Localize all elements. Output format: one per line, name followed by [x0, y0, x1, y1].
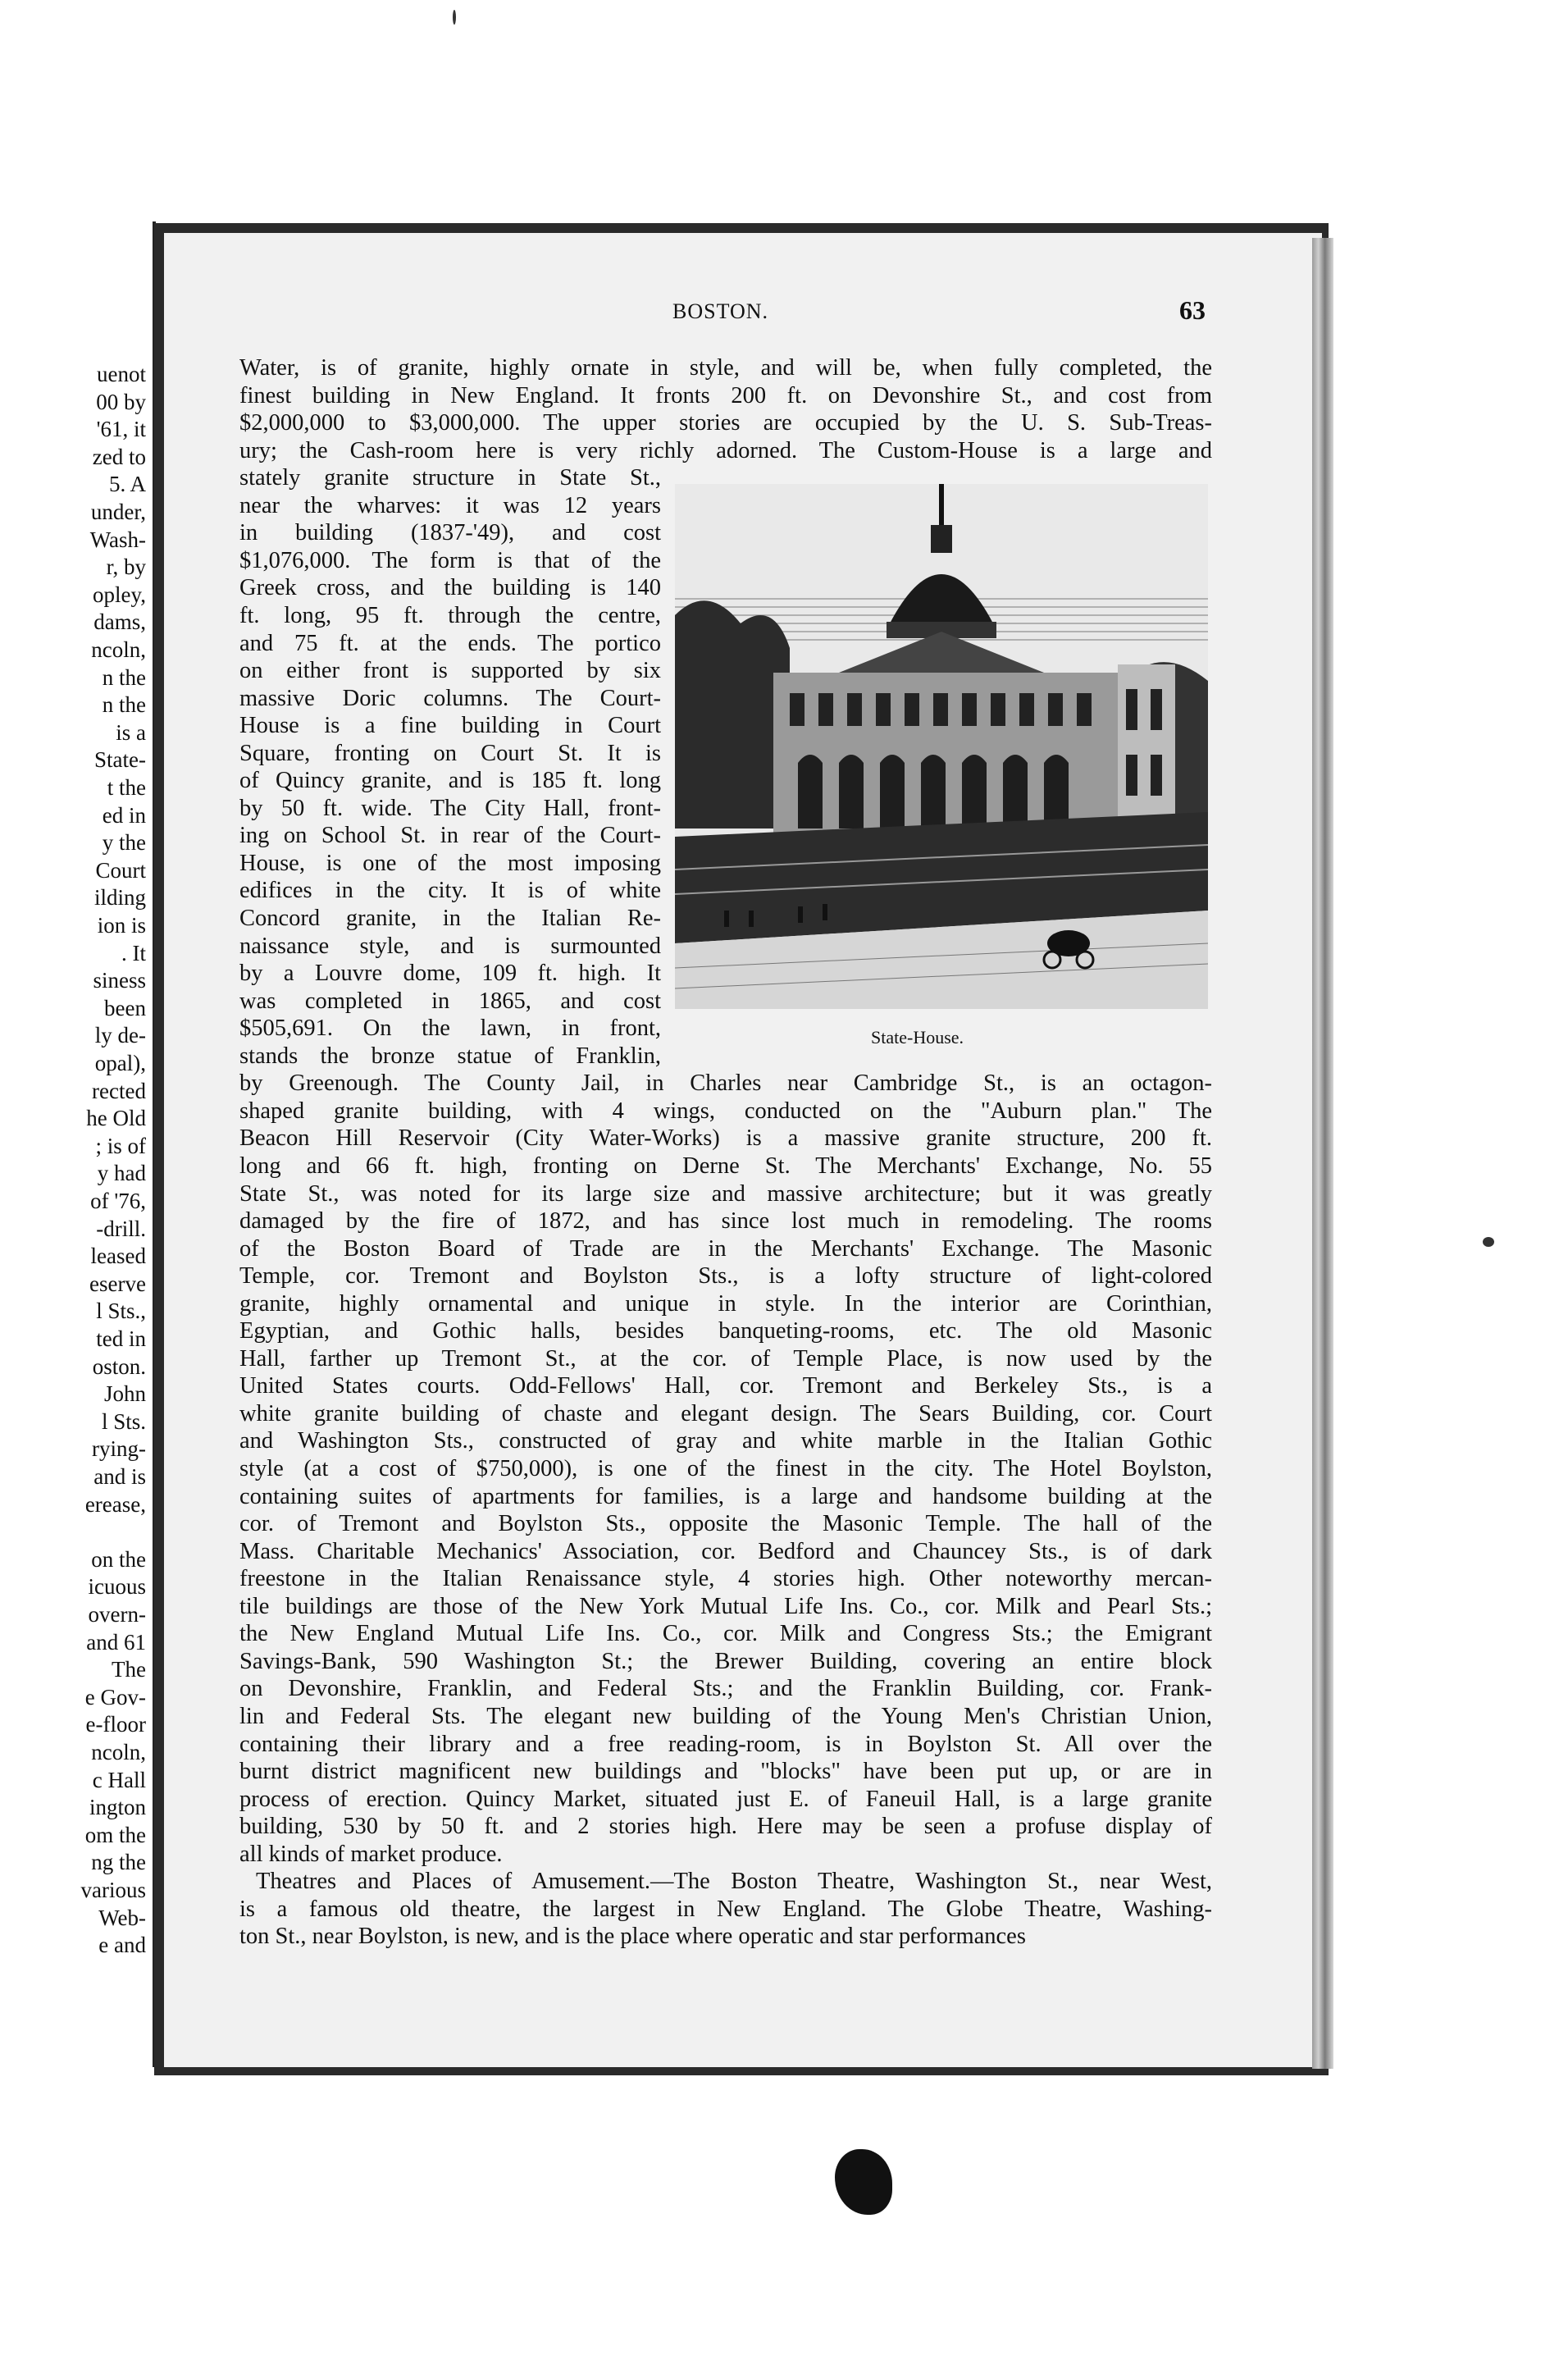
- prev-page-line: l Sts.,: [96, 1299, 146, 1324]
- text-line: granite, highly ornamental and unique in style. In the interior are Corinthian,: [239, 1290, 1212, 1317]
- prev-page-line: opal),: [94, 1051, 146, 1075]
- prev-page-line: he Old: [86, 1106, 146, 1131]
- prev-page-line: State-: [94, 747, 146, 773]
- prev-page-line: ion is: [97, 913, 146, 938]
- text-line: containing suites of apartments for families, is a large and handsome building at the: [239, 1483, 1212, 1509]
- prev-page-line: overn-: [88, 1602, 146, 1627]
- text-line: Savings-Bank, 590 Washington St.; the Brewer Building, covering an entire block: [239, 1648, 1212, 1674]
- text-line: by a Louvre dome, 109 ft. high. It: [239, 961, 661, 987]
- prev-page-line: ng the: [91, 1850, 146, 1875]
- prev-page-line: Wash-: [89, 527, 146, 552]
- prev-page-line: oston.: [92, 1353, 146, 1379]
- text-line: is a famous old theatre, the largest in New England. The Globe Theatre, Washing-: [239, 1896, 1212, 1922]
- prev-page-line: e-floor: [85, 1712, 146, 1737]
- text-line: on either front is supported by six: [239, 658, 661, 684]
- prev-page-line: opley,: [93, 582, 146, 607]
- prev-page-line: under,: [90, 500, 146, 524]
- text-line: the New England Mutual Life Ins. Co., cor. Milk and Congress Sts.; the Emigrant: [239, 1621, 1212, 1647]
- prev-page-line: n the: [102, 664, 146, 690]
- text-line: Water, is of granite, highly ornate in style, and will be, when fully completed, the: [239, 355, 1212, 381]
- prev-page-line: e Gov-: [84, 1684, 146, 1709]
- text-line: Concord granite, in the Italian Re-: [239, 906, 661, 931]
- prev-page-line: 00 by: [96, 389, 146, 414]
- text-line: $505,691. On the lawn, in front,: [239, 1016, 661, 1042]
- text-line: of the Boston Board of Trade are in the Merchants' Exchange. The Masonic: [239, 1235, 1212, 1262]
- prev-page-line: ncoln,: [91, 637, 146, 662]
- text-line: stands the bronze statue of Franklin,: [239, 1043, 661, 1069]
- prev-page-line: ington: [89, 1795, 146, 1820]
- prev-page-line: siness: [93, 968, 146, 993]
- text-line: tile buildings are those of the New York Mutual Life Ins. Co., cor. Milk and Pearl Sts.;: [239, 1593, 1212, 1619]
- prev-page-line: on the: [91, 1546, 146, 1572]
- text-line: Temple, cor. Tremont and Boylston Sts., is a lofty structure of light-colored: [239, 1263, 1212, 1289]
- text-line: ing on School St. in rear of the Court-: [239, 823, 661, 849]
- prev-page-line: zed to: [92, 444, 146, 469]
- text-line: $2,000,000 to $3,000,000. The upper stories are occupied by the U. S. Sub-Treas-: [239, 410, 1212, 436]
- prev-page-line: John: [103, 1381, 146, 1407]
- text-line: ft. long, 95 ft. through the centre,: [239, 602, 661, 628]
- text-line: containing their library and a free reading-room, is in Boylston St. All over the: [239, 1731, 1212, 1757]
- text-line: ury; the Cash-room here is very richly adorned. The Custom-House is a large and: [239, 437, 1212, 463]
- prev-page-line: been: [104, 995, 146, 1020]
- prev-page-line: r, by: [106, 555, 146, 580]
- text-line: State St., was noted for its large size and massive architecture; but it was greatly: [239, 1180, 1212, 1207]
- prev-page-line: various: [80, 1878, 146, 1902]
- prev-page-line: e and: [98, 1933, 146, 1958]
- text-line: in building (1837-'49), and cost: [239, 520, 661, 546]
- text-line: burnt district magnificent new buildings and "blocks" have been put up, or are in: [239, 1759, 1212, 1785]
- prev-page-line: The: [112, 1657, 146, 1682]
- running-header: BOSTON.: [672, 299, 769, 323]
- page-edge-strip: [1312, 238, 1333, 2069]
- text-line: finest building in New England. It fronts 200 ft. on Devonshire St., and cost from: [239, 382, 1212, 409]
- prev-page-line: ncoln,: [91, 1740, 146, 1764]
- text-line: process of erection. Quincy Market, situated just E. of Faneuil Hall, is a large granite: [239, 1786, 1212, 1812]
- previous-page-fragment: [0, 221, 156, 2067]
- text-line: Theatres and Places of Amusement.—The Boston Theatre, Washington St., near West,: [256, 1869, 1212, 1895]
- text-line: long and 66 ft. high, fronting on Derne St. The Merchants' Exchange, No. 55: [239, 1153, 1212, 1179]
- prev-page-line: of '76,: [90, 1189, 146, 1213]
- text-line: Beacon Hill Reservoir (City Water-Works) is a massive granite structure, 200 ft.: [239, 1125, 1212, 1152]
- prev-page-line: erease,: [84, 1491, 146, 1517]
- prev-page-line: '61, it: [96, 417, 146, 442]
- text-line: Hall, farther up Tremont St., at the cor. of Temple Place, is now used by the: [239, 1345, 1212, 1372]
- prev-page-line: c Hall: [92, 1767, 146, 1792]
- text-line: House, is one of the most imposing: [239, 850, 661, 876]
- text-line: of Quincy granite, and is 185 ft. long: [239, 768, 661, 794]
- text-line: shaped granite building, with 4 wings, conducted on the "Auburn plan." The: [239, 1098, 1212, 1124]
- prev-page-line: leased: [90, 1244, 146, 1269]
- text-line: all kinds of market produce.: [239, 1841, 503, 1867]
- text-line: style (at a cost of $750,000), is one of the finest in the city. The Hotel Boylston,: [239, 1456, 1212, 1481]
- prev-page-line: -drill.: [96, 1216, 146, 1241]
- prev-page-line: ly de-: [94, 1023, 146, 1048]
- prev-page-line: rying-: [92, 1436, 146, 1462]
- page-number: 63: [1179, 295, 1206, 325]
- prev-page-line: dams,: [93, 609, 146, 635]
- prev-page-line: Court: [95, 857, 146, 883]
- text-line: on Devonshire, Franklin, and Federal Sts.; and the Franklin Building, cor. Frank-: [239, 1676, 1212, 1702]
- text-line: massive Doric columns. The Court-: [239, 685, 661, 711]
- prev-page-line: y the: [102, 830, 146, 856]
- text-line: Square, fronting on Court St. It is: [239, 740, 661, 766]
- prev-page-line: uenot: [97, 362, 146, 386]
- prev-page-line: and is: [93, 1464, 146, 1489]
- text-line: damaged by the fire of 1872, and has since lost much in remodeling. The rooms: [239, 1208, 1212, 1235]
- state-house-illustration: [675, 484, 1208, 1009]
- prev-page-line: rected: [92, 1078, 146, 1103]
- prev-page-line: ted in: [96, 1326, 146, 1351]
- text-line: lin and Federal Sts. The elegant new building of the Young Men's Christian Union,: [239, 1703, 1212, 1729]
- prev-page-line: ; is of: [95, 1133, 146, 1158]
- prev-page-line: Web-: [98, 1905, 146, 1930]
- text-line: Egyptian, and Gothic halls, besides banqueting-rooms, etc. The old Masonic: [239, 1318, 1212, 1344]
- prev-page-line: ed in: [102, 802, 146, 828]
- prev-page-line: l Sts.: [101, 1408, 146, 1434]
- prev-page-line: . It: [121, 940, 146, 965]
- text-line: freestone in the Italian Renaissance style, 4 stories high. Other noteworthy mercan-: [239, 1566, 1212, 1592]
- text-line: edifices in the city. It is of white: [239, 878, 661, 904]
- prev-page-line: y had: [97, 1161, 146, 1186]
- prev-page-line: t the: [107, 775, 146, 800]
- text-line: near the wharves: it was 12 years: [239, 492, 661, 518]
- text-line: Mass. Charitable Mechanics' Association, cor. Bedford and Chauncey Sts., is of dark: [239, 1538, 1212, 1564]
- prev-page-line: 5. A: [108, 472, 146, 497]
- prev-page-line: is a: [116, 719, 146, 745]
- text-line: and 75 ft. at the ends. The portico: [239, 630, 661, 656]
- text-line: Greek cross, and the building is 140: [239, 575, 661, 601]
- text-line: by 50 ft. wide. The City Hall, front-: [239, 795, 661, 821]
- ink-blot: [835, 2149, 892, 2215]
- ink-speck: [453, 10, 456, 25]
- text-line: naissance style, and is surmounted: [239, 933, 661, 959]
- text-line: and Washington Sts., constructed of gray and white marble in the Italian Gothic: [239, 1428, 1212, 1454]
- text-line: white granite building of chaste and elegant design. The Sears Building, cor. Court: [239, 1400, 1212, 1426]
- figure-caption: State-House.: [871, 1027, 964, 1048]
- text-line: was completed in 1865, and cost: [239, 988, 661, 1014]
- prev-page-line: n the: [102, 692, 146, 718]
- prev-page-line: icuous: [88, 1574, 146, 1600]
- text-line: building, 530 by 50 ft. and 2 stories high. Here may be seen a profuse display of: [239, 1814, 1212, 1840]
- prev-page-line: ilding: [93, 885, 146, 911]
- ink-speck: [1483, 1237, 1494, 1247]
- text-line: ton St., near Boylston, is new, and is the place where operatic and star performances: [239, 1924, 1026, 1950]
- text-line: United States courts. Odd-Fellows' Hall, cor. Tremont and Berkeley Sts., is a: [239, 1373, 1212, 1399]
- prev-page-line: om the: [84, 1822, 146, 1847]
- prev-page-line: and 61: [86, 1629, 146, 1655]
- text-line: stately granite structure in State St.,: [239, 465, 661, 491]
- text-line: $1,076,000. The form is that of the: [239, 547, 661, 573]
- text-line: by Greenough. The County Jail, in Charles near Cambridge St., is an octagon-: [239, 1070, 1212, 1097]
- prev-page-line: eserve: [89, 1271, 146, 1296]
- text-line: cor. of Tremont and Boylston Sts., opposite the Masonic Temple. The hall of the: [239, 1511, 1212, 1537]
- text-line: House is a fine building in Court: [239, 713, 661, 739]
